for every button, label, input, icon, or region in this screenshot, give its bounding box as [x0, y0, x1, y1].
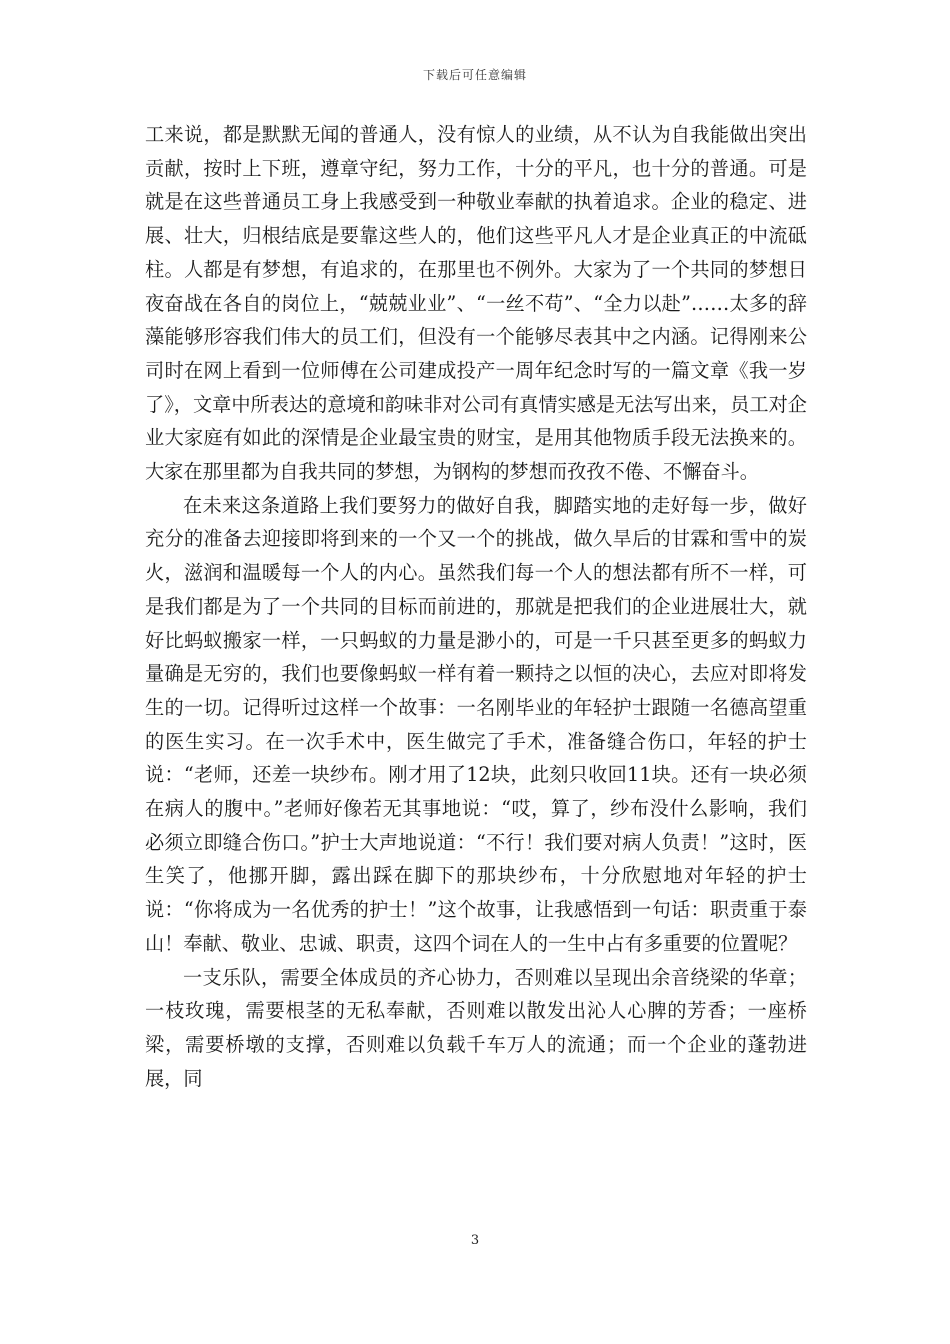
page-header-note: 下载后可任意编辑 [422, 68, 527, 82]
body-paragraph-future-road: 在未来这条道路上我们要努力的做好自我，脚踏实地的走好每一步，做好充分的准备去迎接即将到来的一个又一个的挑战，做久旱后的甘霖和雪中的炭火，滋润和温暖每一个人的内心。虽然我们每一个人的想法都有所不一样，可是我们都是为了一个共同的目标而前进的，那就是把我们的企业进展壮大，就好比蚂蚁搬家一样，一只蚂蚁的力量是渺小的，可是一千只甚至更多的蚂蚁力量确是无穷的，我们也要像蚂蚁一样有着一颗持之以恒的决心，去应对即将发生的一切。记得听过这样一个故事：一名刚毕业的年轻护士跟随一名德高望重的医生实习。在一次手术中，医生做完了手术，准备缝合伤口，年轻的护士说：“老师，还差一块纱布。刚才用了12块，此刻只收回11块。还有一块必须在病人的腹中。”老师好像若无其事地说：“哎，算了，纱布没什么影响，我们必须立即缝合伤口。”护士大声地说道：“不行！我们要对病人负责！”这时，医生笑了，他挪开脚，露出踩在脚下的那块纱布，十分欣慰地对年轻的护士说：“你将成为一名优秀的护士！”这个故事，让我感悟到一句话：职责重于泰山！奉献、敬业、忠诚、职责，这四个词在人的一生中占有多重要的位置呢？ [145, 493, 807, 955]
body-paragraph-orchestra: 一支乐队，需要全体成员的齐心协力，否则难以呈现出余音绕梁的华章；一枝玫瑰，需要根茎的无私奉献，否则难以散发出沁人心脾的芳香；一座桥梁，需要桥墩的支撑，否则难以负载千车万人的流通；而一个企业的蓬勃进展，同 [145, 965, 807, 1090]
document-body [145, 118, 807, 1095]
body-paragraph-continued: 工来说，都是默默无闻的普通人，没有惊人的业绩，从不认为自我能做出突出贡献，按时上下班，遵章守纪，努力工作，十分的平凡，也十分的普通。可是就是在这些普通员工身上我感受到一种敬业奉献的执着追求。企业的稳定、进展、壮大，归根结底是要靠这些人的，他们这些平凡人才是企业真正的中流砥柱。人都是有梦想，有追求的，在那里也不例外。大家为了一个共同的梦想日夜奋战在各自的岗位上，“兢兢业业”、“一丝不苟”、“全力以赴”……太多的辞藻能够形容我们伟大的员工们，但没有一个能够尽表其中之内涵。记得刚来公司时在网上看到一位师傅在公司建成投产一周年纪念时写的一篇文章《我一岁了》，文章中所表达的意境和韵味非对公司有真情实感是无法写出来，员工对企业大家庭有如此的深情是企业最宝贵的财宝，是用其他物质手段无法换来的。大家在那里都为自我共同的梦想，为钢构的梦想而孜孜不倦、不懈奋斗。 [145, 123, 807, 484]
page-number: 3 [470, 1233, 480, 1248]
